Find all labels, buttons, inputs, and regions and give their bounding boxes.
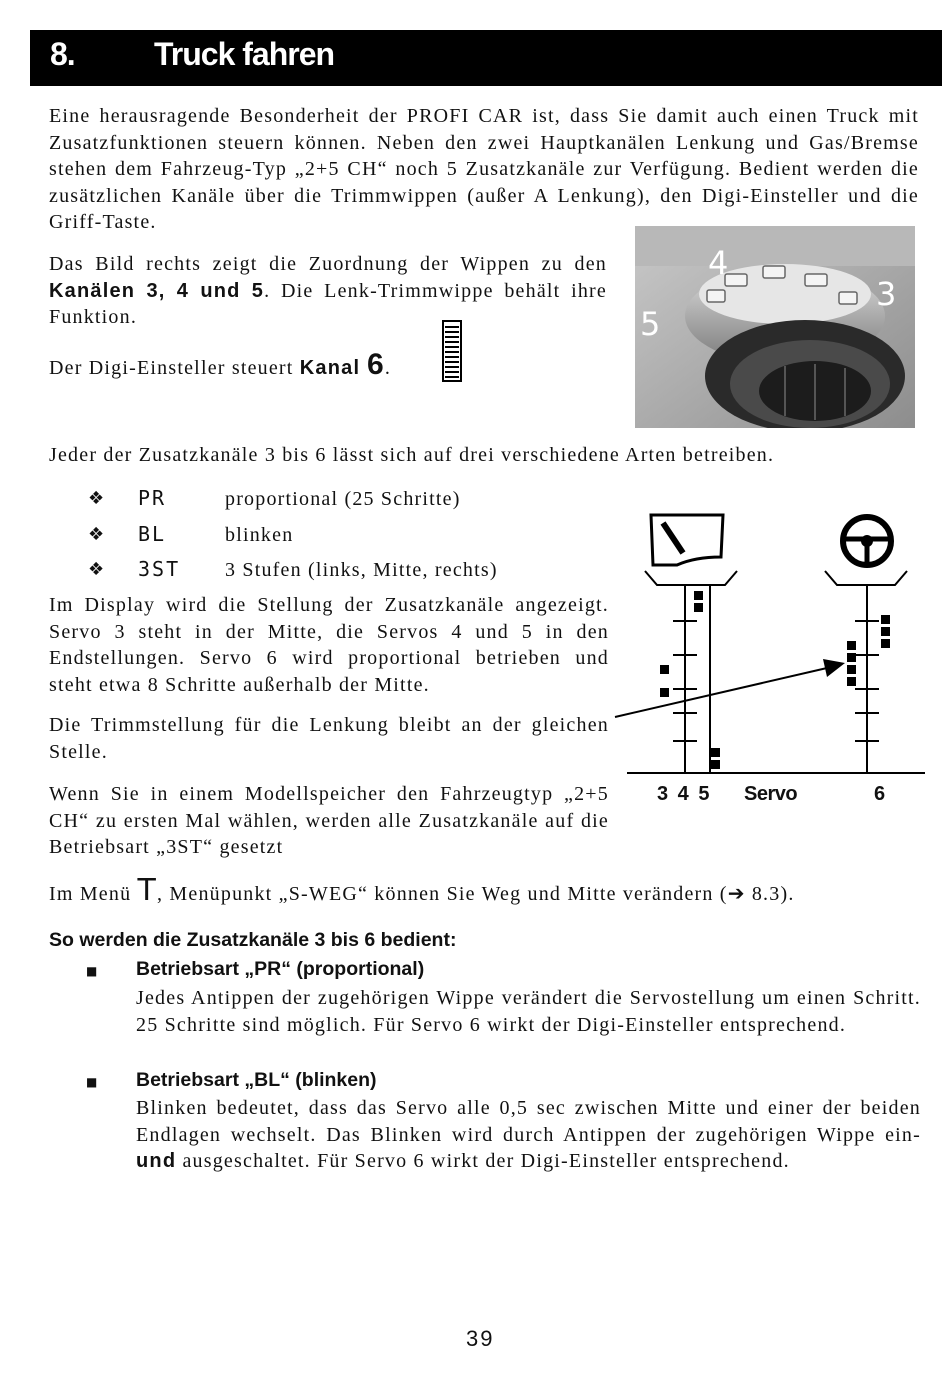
gauge-icon: [651, 515, 723, 565]
digi-paragraph: Der Digi-Einsteller steuert Kanal 6.: [49, 348, 392, 381]
controller-photo: [635, 226, 915, 428]
diagram-label-servo: Servo: [744, 783, 798, 805]
diagram-label-right: 6: [874, 783, 886, 805]
digi-einsteller-icon: [442, 320, 462, 382]
lcd-code: PR: [138, 486, 167, 510]
wippen-paragraph: Das Bild rechts zeigt die Zuordnung der Wippen zu den Kanälen 3, 4 und 5. Die Lenk-Trimmwippe behält ihre Funktion.: [49, 253, 607, 328]
display-diagram: [605, 505, 935, 805]
speicher-paragraph: Wenn Sie in einem Modellspeicher den Fahrzeugtyp „2+5 CH“ zu ersten Mal wählen, werden alle Zusatzkanäle auf die Betriebsart „3ST“ gesetzt: [49, 783, 609, 858]
lcd-code: 3ST: [138, 557, 181, 581]
mode-label: 3 Stufen (links, Mitte, rechts): [225, 559, 498, 581]
mode-item: [88, 557, 608, 587]
mode-label: blinken: [225, 524, 294, 546]
item-title-pr: Betriebsart „PR“ (proportional): [136, 958, 425, 980]
und-bold: und: [136, 1150, 177, 1172]
diamond-bullet-icon: ❖: [88, 524, 105, 545]
item-text-pr: Jedes Antippen der zugehörigen Wippe verändert die Servostellung um einen Schritt. 25 Schritte sind möglich. Für Servo 6 wirkt der Digi-Einsteller entsprechend.: [136, 987, 921, 1036]
chapter-title: Truck fahren: [154, 36, 335, 72]
mode-item: [88, 486, 608, 516]
photo-label-4: 4: [708, 244, 729, 282]
arrow-right-icon: ➔: [727, 881, 746, 905]
photo-label-5: 5: [640, 305, 661, 343]
menu-paragraph: Im Menü T, Menüpunkt „S-WEG“ können Sie Weg und Mitte verändern (➔ 8.3).: [49, 873, 795, 908]
steering-wheel-icon: [843, 517, 891, 565]
square-bullet-icon: ■: [86, 1075, 98, 1089]
diamond-bullet-icon: ❖: [88, 488, 105, 509]
kanal-six: 6: [366, 348, 385, 381]
square-bullet-icon: ■: [86, 964, 98, 978]
intro-paragraph: Eine herausragende Besonderheit der PROFI CAR ist, dass Sie damit auch einen Truck mit Zusatzfunktionen steuern können. Neben den zwei Hauptkanälen Lenkung und Gas/Bremse stehen dem Fahrzeug-Typ „2+5 CH“ noch 5 Zusatzkanäle zur Verfügung. Bedient werden die zusätzlichen Kanäle über die Trimmwippen (außer A Lenkung), den Digi-Einsteller und die Griff-Taste.: [49, 105, 919, 233]
modes-intro: Jeder der Zusatzkanäle 3 bis 6 lässt sich auf drei verschiedene Arten betreiben.: [49, 444, 775, 466]
trimm-paragraph: Die Trimmstellung für die Lenkung bleibt an der gleichen Stelle.: [49, 714, 609, 763]
display-paragraph: Im Display wird die Stellung der Zusatzkanäle angezeigt. Servo 3 steht in der Mitte, die Servos 4 und 5 in den Endstellungen. Servo 6 wird proportional betrieben und steht etwa 8 Schritte außerhalb der Mitte.: [49, 594, 609, 696]
item-title-bl: Betriebsart „BL“ (blinken): [136, 1069, 377, 1091]
diagram-label-left: 3 4 5: [657, 783, 712, 805]
kanal-bold: Kanälen 3, 4 und 5: [49, 279, 265, 302]
chapter-header: [30, 30, 942, 86]
diamond-bullet-icon: ❖: [88, 559, 105, 580]
page-number: 39: [466, 1326, 495, 1351]
chapter-number: 8.: [50, 36, 75, 72]
item-text-bl: Blinken bedeutet, dass das Servo alle 0,5 sec zwischen Mitte und einer der beiden Endlagen wechselt. Das Blinken wird durch Antippen der zugehörigen Wippe ein- und ausgeschaltet. Für Servo 6 wirkt der Digi-Einsteller entsprechend.: [136, 1097, 921, 1172]
photo-label-3: 3: [876, 275, 897, 313]
mode-item: [88, 522, 608, 552]
menu-t-icon: T: [137, 873, 158, 908]
section-heading: So werden die Zusatzkanäle 3 bis 6 bedient:: [49, 929, 457, 951]
mode-label: proportional (25 Schritte): [225, 488, 461, 510]
lcd-code: BL: [138, 522, 167, 546]
